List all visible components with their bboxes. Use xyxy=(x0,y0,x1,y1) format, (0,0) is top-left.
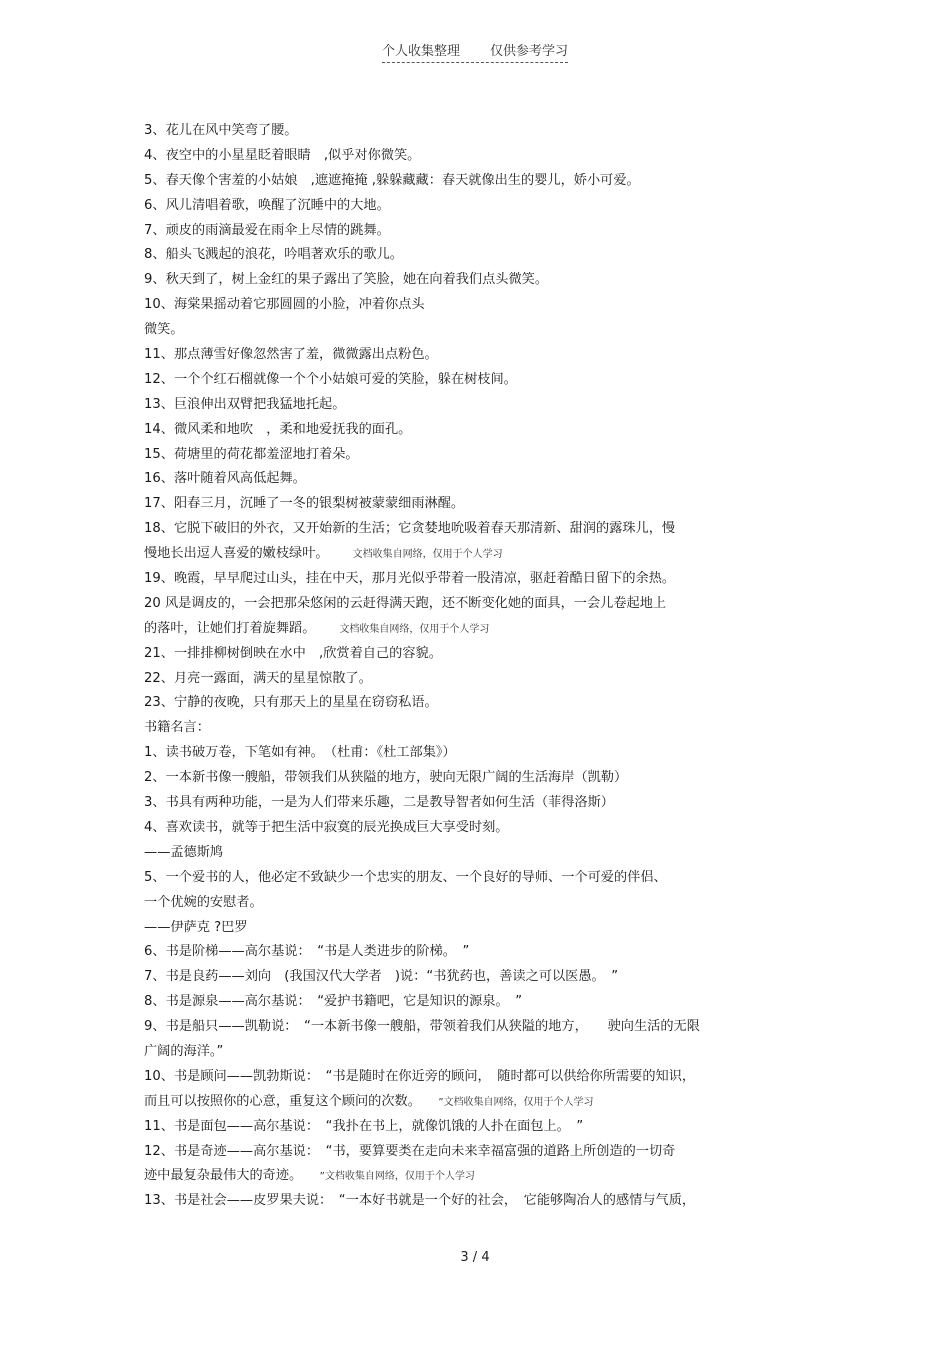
text-line xyxy=(144,816,824,841)
text-line xyxy=(144,517,824,542)
line-text: 3、花儿在风中笑弯了腰。 xyxy=(144,123,298,138)
line-text: 15、荷塘里的荷花都羞涩地打着朵。 xyxy=(144,446,359,462)
text-line xyxy=(144,940,824,965)
page-header xyxy=(0,40,950,63)
text-line xyxy=(144,318,824,343)
text-line xyxy=(144,243,824,268)
text-line xyxy=(144,443,824,468)
source-note: ”文档收集自网络，仅用于个人学习 xyxy=(319,1171,475,1183)
text-line xyxy=(144,741,824,766)
line-text: 22、月亮一露面，满天的星星惊散了。 xyxy=(144,670,372,686)
text-line xyxy=(144,542,824,567)
line-text: 7、书是良药——刘向 (我国汉代大学者 )说：“书犹药也，善读之可以医愚。 ” xyxy=(144,969,619,985)
line-text: 13、书是社会——皮罗果夫说： “一本好书就是一个好的社会， 它能够陶冶人的感情与气质， xyxy=(144,1193,696,1209)
line-text: ——伊萨克 ?巴罗 xyxy=(144,919,248,935)
text-line xyxy=(144,1065,824,1090)
text-line xyxy=(144,766,824,791)
line-text: 21、一排排柳树倒映在水中 ,欣赏着自己的容貌。 xyxy=(144,645,442,661)
header-text xyxy=(382,40,568,63)
line-text: 广阔的海洋。” xyxy=(144,1043,224,1059)
text-line xyxy=(144,169,824,194)
line-text: 11、书是面包——高尔基说： “我扑在书上，就像饥饿的人扑在面包上。 ” xyxy=(144,1118,584,1134)
line-text: 书籍名言： xyxy=(144,720,210,736)
line-text: 12、一个个红石榴就像一个个小姑娘可爱的笑脸，躲在树枝间。 xyxy=(144,371,517,387)
text-line xyxy=(144,1189,824,1214)
text-line xyxy=(144,119,824,144)
text-line xyxy=(144,1140,824,1165)
line-text: 10、海棠果摇动着它那圆圆的小脸，冲着你点头 xyxy=(144,297,425,313)
line-text: 13、巨浪伸出双臂把我猛地托起。 xyxy=(144,396,346,412)
text-line xyxy=(144,1090,824,1115)
text-line xyxy=(144,418,824,443)
text-line xyxy=(144,617,824,642)
text-line xyxy=(144,642,824,667)
text-line xyxy=(144,1164,824,1189)
text-line xyxy=(144,866,824,891)
line-text: 9、秋天到了，树上金红的果子露出了笑脸，她在向着我们点头微笑。 xyxy=(144,272,549,288)
line-text: 慢地长出逗人喜爱的嫩枝绿叶。 xyxy=(144,546,329,562)
text-line xyxy=(144,667,824,692)
text-line xyxy=(144,891,824,916)
line-text: 6、书是阶梯——高尔基说： “书是人类进步的阶梯。 ” xyxy=(144,944,470,960)
header-right: 仅供参考学习 xyxy=(490,44,569,59)
line-text: 8、书是源泉——高尔基说： “爱护书籍吧，它是知识的源泉。 ” xyxy=(144,994,523,1010)
text-line xyxy=(144,1040,824,1065)
text-line xyxy=(144,492,824,517)
line-text: 17、阳春三月，沉睡了一冬的银梨树被蒙蒙细雨淋醒。 xyxy=(144,496,465,512)
line-text: 10、书是顾问——凯勃斯说： “书是随时在你近旁的顾问， 随时都可以供给你所需要的知识， xyxy=(144,1068,696,1084)
text-line xyxy=(144,592,824,617)
line-text: 4、喜欢读书，就等于把生活中寂寞的辰光换成巨大享受时刻。 xyxy=(144,819,509,835)
text-line xyxy=(144,194,824,219)
line-text: 12、书是奇迹——高尔基说： “书，要算要类在走向未来幸福富强的道路上所创造的一切奇 xyxy=(144,1143,676,1159)
page-number: 3 / 4 xyxy=(460,1250,490,1265)
text-line xyxy=(144,567,824,592)
text-line xyxy=(144,691,824,716)
source-note: ”文档收集自网络，仅用于个人学习 xyxy=(438,1096,594,1108)
text-line xyxy=(144,716,824,741)
source-note: 文档收集自网络，仅用于个人学习 xyxy=(352,549,503,561)
text-line xyxy=(144,1115,824,1140)
text-line xyxy=(144,144,824,169)
line-text: 19、晚霞，早早爬过山头，挂在中天，那月光似乎带着一股清凉，驱赶着酷日留下的余热。 xyxy=(144,571,676,587)
line-text: 20 风是调皮的，一会把那朵悠闲的云赶得满天跑，还不断变化她的面具，一会儿卷起地上 xyxy=(144,595,667,611)
text-line xyxy=(144,1015,824,1040)
line-text: 8、船头飞溅起的浪花，吟唱著欢乐的歌儿。 xyxy=(144,247,403,263)
line-text: 7、顽皮的雨滴最爱在雨伞上尽情的跳舞。 xyxy=(144,222,390,238)
line-text: ——孟德斯鸠 xyxy=(144,844,224,860)
text-line xyxy=(144,219,824,244)
line-text: 一个优婉的安慰者。 xyxy=(144,894,263,910)
header-left: 个人收集整理 xyxy=(381,44,460,59)
line-text: 9、书是船只——凯勒说： “一本新书像一艘船，带领着我们从狭隘的地方， 驶向生活的无限 xyxy=(144,1019,700,1035)
document-body xyxy=(144,119,824,1214)
line-text: 5、一个爱书的人，他必定不致缺少一个忠实的朋友、一个良好的导师、一个可爱的伴侣、 xyxy=(144,869,667,885)
text-line xyxy=(144,268,824,293)
line-text: 16、落叶随着风高低起舞。 xyxy=(144,471,306,487)
text-line xyxy=(144,791,824,816)
line-text: 3、书具有两种功能，一是为人们带来乐趣，二是教导智者如何生活（菲得洛斯） xyxy=(144,795,614,811)
text-line xyxy=(144,841,824,866)
line-text: 的落叶，让她们打着旋舞蹈。 xyxy=(144,620,316,636)
line-text: 6、风儿清唱着歌，唤醒了沉睡中的大地。 xyxy=(144,197,390,213)
line-text: 2、一本新书像一艘船，带领我们从狭隘的地方，驶向无限广阔的生活海岸（凯勒） xyxy=(144,770,628,786)
source-note: 文档收集自网络，仅用于个人学习 xyxy=(339,623,490,635)
text-line xyxy=(144,990,824,1015)
line-text: 而且可以按照你的心意，重复这个顾问的次数。 xyxy=(144,1093,415,1109)
text-line xyxy=(144,368,824,393)
line-text: 23、宁静的夜晚，只有那天上的星星在窃窃私语。 xyxy=(144,695,438,711)
line-text: 5、春天像个害羞的小姑娘 ,遮遮掩掩 ,躲躲藏藏：春天就像出生的婴儿，娇小可爱。 xyxy=(144,172,640,188)
text-line xyxy=(144,393,824,418)
line-text: 14、微风柔和地吹 ，柔和地爱抚我的面孔。 xyxy=(144,421,412,437)
text-line xyxy=(144,965,824,990)
text-line xyxy=(144,467,824,492)
line-text: 11、那点薄雪好像忽然害了羞，微微露出点粉色。 xyxy=(144,347,438,363)
text-line xyxy=(144,293,824,318)
line-text: 1、读书破万卷，下笔如有神。 （杜甫：《杜工部集》） xyxy=(144,745,456,761)
text-line xyxy=(144,916,824,941)
text-line xyxy=(144,343,824,368)
line-text: 4、夜空中的小星星眨着眼睛 ,似乎对你微笑。 xyxy=(144,147,421,163)
line-text: 微笑。 xyxy=(144,322,184,338)
line-text: 迹中最复杂最伟大的奇迹。 xyxy=(144,1168,296,1184)
line-text: 18、它脱下破旧的外衣，又开始新的生活；它贪婪地吮吸着春天那清新、甜润的露珠儿，慢 xyxy=(144,521,676,537)
